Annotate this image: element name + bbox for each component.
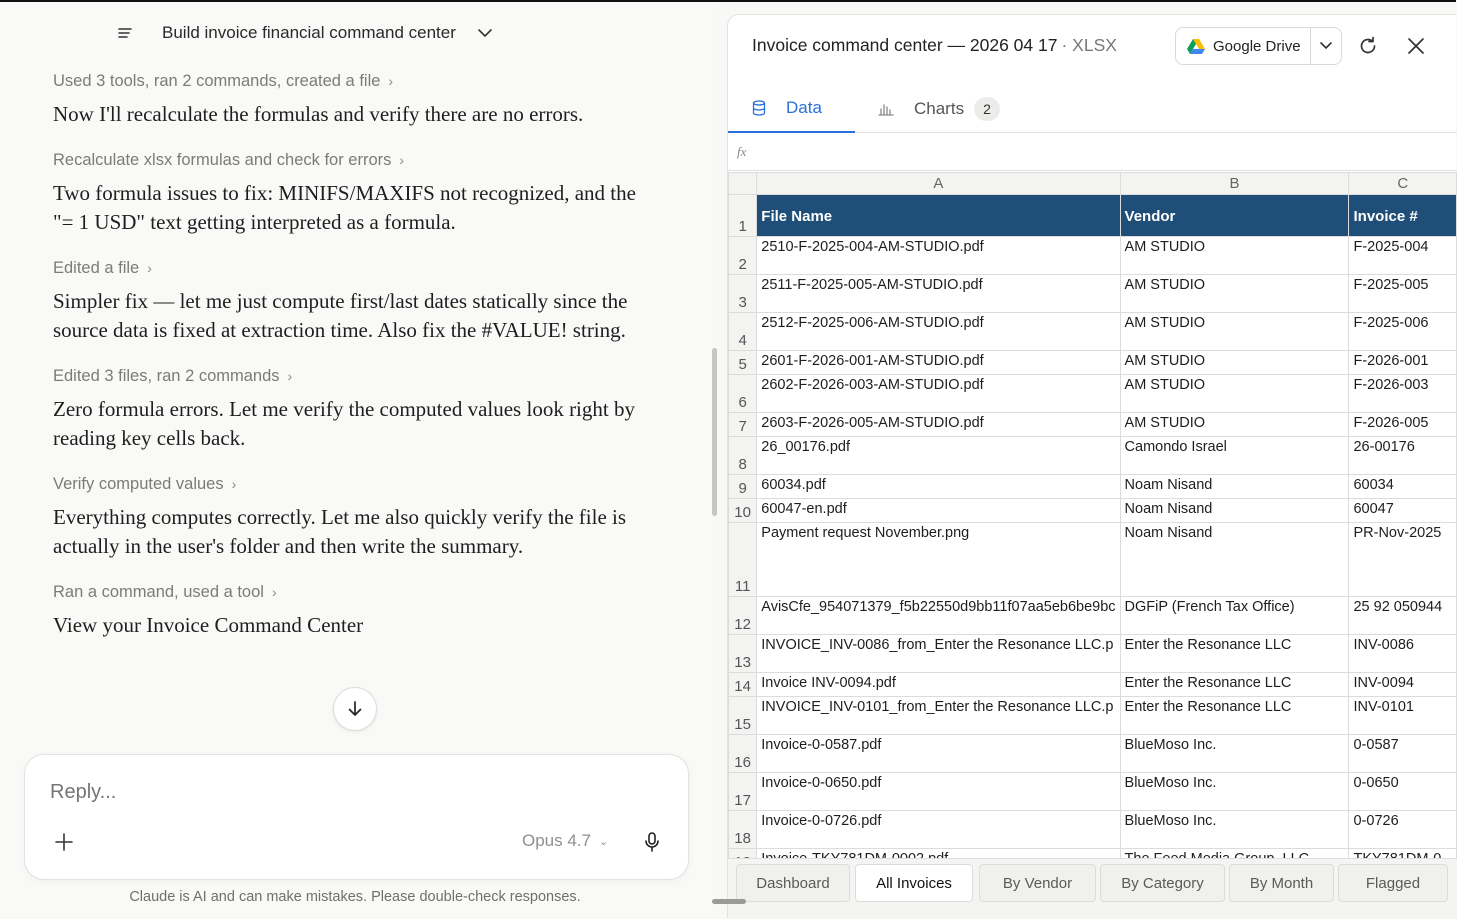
tool-step-toggle[interactable]: Edited a file › xyxy=(53,258,152,277)
cell-vendor[interactable]: Enter the Resonance LLC xyxy=(1120,697,1349,735)
table-row xyxy=(729,697,1457,735)
tool-step-toggle[interactable]: Edited 3 files, ran 2 commands › xyxy=(53,366,293,385)
document-title xyxy=(752,35,1117,56)
cell-vendor[interactable]: Camondo Israel xyxy=(1120,437,1349,475)
cell-file-name[interactable]: 2601-F-2026-001-AM-STUDIO.pdf xyxy=(757,351,1120,375)
sidebar-toggle-icon[interactable] xyxy=(108,16,142,50)
chevron-right-icon: › xyxy=(399,152,405,168)
composer xyxy=(24,754,689,880)
plus-icon xyxy=(54,832,74,852)
table-row xyxy=(729,523,1457,597)
spreadsheet-grid[interactable] xyxy=(728,172,1457,858)
cell-file-name[interactable]: 2512-F-2025-006-AM-STUDIO.pdf xyxy=(757,313,1120,351)
table-row xyxy=(729,313,1457,351)
chat-header xyxy=(108,16,496,50)
cell-file-name[interactable]: Invoice-0-0650.pdf xyxy=(757,773,1120,811)
cell-vendor[interactable]: AM STUDIO xyxy=(1120,375,1349,413)
assistant-message: Now I'll recalculate the formulas and verify there are no errors. xyxy=(53,102,584,126)
assistant-message: Everything computes correctly. Let me also quickly verify the file is actually in the user's folder and then write the summary. xyxy=(53,505,627,558)
cell-invoice-number[interactable]: F-2025-005 xyxy=(1349,275,1457,313)
document-name: Invoice command center — 2026 04 17 xyxy=(752,35,1058,55)
cell-file-name[interactable]: 2511-F-2025-005-AM-STUDIO.pdf xyxy=(757,275,1120,313)
google-drive-label: Google Drive xyxy=(1213,37,1301,55)
database-icon xyxy=(752,100,766,116)
cell-vendor[interactable]: AM STUDIO xyxy=(1120,413,1349,437)
row-number[interactable]: 8 xyxy=(729,437,757,475)
row-number[interactable]: 15 xyxy=(729,697,757,735)
close-icon xyxy=(1407,37,1425,55)
table-row xyxy=(729,475,1457,499)
table-row xyxy=(729,351,1457,375)
cell-file-name[interactable]: 2510-F-2025-004-AM-STUDIO.pdf xyxy=(757,237,1120,275)
chevron-right-icon: › xyxy=(231,476,237,492)
view-tabs xyxy=(728,85,1457,133)
cell-file-name[interactable]: 60034.pdf xyxy=(757,475,1120,499)
row-number[interactable]: 10 xyxy=(729,499,757,523)
chevron-down-icon xyxy=(1320,42,1332,50)
header-cell-file-name[interactable]: File Name xyxy=(757,195,1120,237)
row-number[interactable]: 7 xyxy=(729,413,757,437)
cell-file-name[interactable]: Payment request November.png xyxy=(757,523,1120,597)
table-row xyxy=(729,635,1457,673)
cell-file-name[interactable]: 2603-F-2026-005-AM-STUDIO.pdf xyxy=(757,413,1120,437)
cell-vendor[interactable]: Noam Nisand xyxy=(1120,523,1349,597)
cell-vendor[interactable]: AM STUDIO xyxy=(1120,351,1349,375)
sheet-tab-flagged[interactable]: Flagged xyxy=(1338,864,1448,902)
cell-vendor[interactable]: BlueMoso Inc. xyxy=(1120,773,1349,811)
refresh-button[interactable] xyxy=(1356,34,1380,58)
cell-vendor[interactable]: BlueMoso Inc. xyxy=(1120,735,1349,773)
cell-invoice-number[interactable]: 25 92 050944 xyxy=(1349,597,1457,635)
bar-chart-icon xyxy=(878,102,894,116)
table-row xyxy=(729,735,1457,773)
row-number[interactable]: 4 xyxy=(729,313,757,351)
row-number[interactable]: 16 xyxy=(729,735,757,773)
cell-file-name[interactable]: INVOICE_INV-0101_from_Enter the Resonance LLC.p xyxy=(757,697,1120,735)
cell-invoice-number[interactable]: F-2026-003 xyxy=(1349,375,1457,413)
sheet-tab-bar xyxy=(728,858,1457,919)
reply-input[interactable] xyxy=(50,781,450,804)
row-number[interactable]: 12 xyxy=(729,597,757,635)
sheet-tab-by-category[interactable]: By Category xyxy=(1100,864,1225,902)
row-number[interactable]: 6 xyxy=(729,375,757,413)
formula-bar[interactable] xyxy=(728,134,1457,171)
tool-step-toggle[interactable]: Verify computed values › xyxy=(53,474,237,493)
file-preview-pane xyxy=(727,14,1456,918)
table-row xyxy=(729,673,1457,697)
cell-vendor[interactable]: Noam Nisand xyxy=(1120,499,1349,523)
table-row xyxy=(729,275,1457,313)
tool-step-toggle[interactable]: Ran a command, used a tool › xyxy=(53,582,277,601)
drive-options-dropdown[interactable] xyxy=(1311,42,1341,50)
document-extension: · XLSX xyxy=(1061,35,1117,55)
disclaimer: Claude is AI and can make mistakes. Please double-check responses. xyxy=(129,889,581,905)
table-row xyxy=(729,437,1457,475)
column-header-c[interactable]: C xyxy=(1349,173,1457,195)
cell-file-name[interactable]: Invoice INV-0094.pdf xyxy=(757,673,1120,697)
row-number[interactable]: 17 xyxy=(729,773,757,811)
cell-invoice-number[interactable]: INV-0101 xyxy=(1349,697,1457,735)
cell-invoice-number[interactable]: F-2026-001 xyxy=(1349,351,1457,375)
tab-data[interactable] xyxy=(728,85,855,133)
row-number[interactable]: 18 xyxy=(729,811,757,849)
chat-scrollbar[interactable] xyxy=(712,348,717,516)
microphone-button[interactable] xyxy=(639,829,665,855)
row-number[interactable]: 11 xyxy=(729,523,757,597)
model-selector[interactable] xyxy=(522,831,608,851)
cell-invoice-number[interactable]: 0-0650 xyxy=(1349,773,1457,811)
cell-vendor[interactable]: AM STUDIO xyxy=(1120,275,1349,313)
row-number[interactable]: 5 xyxy=(729,351,757,375)
model-label: Opus 4.7 xyxy=(522,831,591,850)
google-drive-button-group xyxy=(1175,27,1342,65)
cell-vendor[interactable]: AM STUDIO xyxy=(1120,313,1349,351)
cell-file-name[interactable]: Invoice-0-0587.pdf xyxy=(757,735,1120,773)
cell-file-name[interactable]: 26_00176.pdf xyxy=(757,437,1120,475)
cell-file-name[interactable]: 60047-en.pdf xyxy=(757,499,1120,523)
cell-vendor[interactable]: Enter the Resonance LLC xyxy=(1120,673,1349,697)
sheet-tab-dashboard[interactable]: Dashboard xyxy=(736,864,850,902)
row-number[interactable]: 1 xyxy=(729,195,757,237)
cell-invoice-number[interactable]: PR-Nov-2025 xyxy=(1349,523,1457,597)
cell-invoice-number[interactable]: F-2025-006 xyxy=(1349,313,1457,351)
tab-charts[interactable] xyxy=(878,85,1000,133)
sheet-tab-by-month[interactable]: By Month xyxy=(1229,864,1334,902)
cell-file-name[interactable]: 2602-F-2026-003-AM-STUDIO.pdf xyxy=(757,375,1120,413)
cell-vendor[interactable]: DGFiP (French Tax Office) xyxy=(1120,597,1349,635)
table-row xyxy=(729,375,1457,413)
cell-invoice-number[interactable]: INV-0086 xyxy=(1349,635,1457,673)
add-attachment-button[interactable] xyxy=(51,829,77,855)
cell-file-name[interactable]: Invoice-0-0726.pdf xyxy=(757,811,1120,849)
table-row xyxy=(729,499,1457,523)
tool-step-toggle[interactable]: Recalculate xlsx formulas and check for errors › xyxy=(53,150,405,169)
table-row xyxy=(729,597,1457,635)
header-cell-vendor[interactable]: Vendor xyxy=(1120,195,1349,237)
cell-invoice-number[interactable]: 60047 xyxy=(1349,499,1457,523)
sheet-tab-all-invoices[interactable]: All Invoices xyxy=(855,864,973,902)
cell-vendor[interactable]: Enter the Resonance LLC xyxy=(1120,635,1349,673)
cell-invoice-number[interactable]: 26-00176 xyxy=(1349,437,1457,475)
chevron-right-icon: › xyxy=(271,584,277,600)
row-number[interactable]: 2 xyxy=(729,237,757,275)
message-list xyxy=(53,64,653,758)
open-in-google-drive-button[interactable] xyxy=(1176,28,1311,64)
cell-file-name[interactable]: INVOICE_INV-0086_from_Enter the Resonance LLC.p xyxy=(757,635,1120,673)
table-row xyxy=(729,413,1457,437)
microphone-icon xyxy=(643,831,661,853)
google-drive-icon xyxy=(1187,38,1205,54)
column-header-b[interactable]: B xyxy=(1120,173,1349,195)
table-row xyxy=(729,237,1457,275)
table-header-row xyxy=(729,195,1457,237)
refresh-icon xyxy=(1357,35,1379,57)
header-cell-invoice-number[interactable]: Invoice # xyxy=(1349,195,1457,237)
assistant-message: Zero formula errors. Let me verify the computed values look right by reading key cells back. xyxy=(53,397,635,450)
assistant-message: Two formula issues to fix: MINIFS/MAXIFS not recognized, and the "= 1 USD" text getting interpreted as a formula. xyxy=(53,181,636,234)
tab-data-label: Data xyxy=(786,98,822,117)
row-number[interactable]: 14 xyxy=(729,673,757,697)
cell-vendor[interactable]: Noam Nisand xyxy=(1120,475,1349,499)
cell-invoice-number[interactable]: 0-0587 xyxy=(1349,735,1457,773)
table-row xyxy=(729,773,1457,811)
horizontal-scrollbar[interactable] xyxy=(712,899,746,904)
assistant-message: Simpler fix — let me just compute first/last dates statically since the source data is fixed at extraction time. Also fix the #VALUE! string. xyxy=(53,289,628,342)
cell-vendor[interactable]: AM STUDIO xyxy=(1120,237,1349,275)
scroll-to-bottom-button[interactable] xyxy=(333,687,377,731)
chevron-right-icon: › xyxy=(287,368,293,384)
cell-invoice-number[interactable]: 0-0726 xyxy=(1349,811,1457,849)
chevron-down-icon: ⌄ xyxy=(599,835,609,848)
spreadsheet-table xyxy=(728,172,1457,873)
chat-pane xyxy=(0,2,715,916)
select-all-corner[interactable] xyxy=(729,173,757,195)
fx-icon: fx xyxy=(737,144,747,159)
cell-invoice-number[interactable]: INV-0094 xyxy=(1349,673,1457,697)
row-number[interactable]: 3 xyxy=(729,275,757,313)
arrow-down-icon xyxy=(347,700,363,718)
table-row xyxy=(729,811,1457,849)
cell-invoice-number[interactable]: F-2025-004 xyxy=(1349,237,1457,275)
cell-invoice-number[interactable]: F-2026-005 xyxy=(1349,413,1457,437)
chevron-down-icon[interactable] xyxy=(474,22,496,44)
row-number[interactable]: 9 xyxy=(729,475,757,499)
tab-charts-label: Charts xyxy=(914,99,965,118)
cell-invoice-number[interactable]: 60034 xyxy=(1349,475,1457,499)
tool-step-toggle[interactable]: Used 3 tools, ran 2 commands, created a file › xyxy=(53,71,394,90)
assistant-message: View your Invoice Command Center xyxy=(53,613,364,637)
chat-title[interactable]: Build invoice financial command center xyxy=(162,23,456,42)
sheet-tab-by-vendor[interactable]: By Vendor xyxy=(979,864,1096,902)
charts-count-badge: 2 xyxy=(974,97,1000,121)
column-header-a[interactable]: A xyxy=(757,173,1120,195)
cell-vendor[interactable]: BlueMoso Inc. xyxy=(1120,811,1349,849)
close-preview-button[interactable] xyxy=(1404,34,1428,58)
chevron-right-icon: › xyxy=(388,73,394,89)
chevron-right-icon: › xyxy=(147,260,152,276)
cell-file-name[interactable]: AvisCfe_954071379_f5b22550d9bb11f07aa5eb6be9bc xyxy=(757,597,1120,635)
row-number[interactable]: 13 xyxy=(729,635,757,673)
